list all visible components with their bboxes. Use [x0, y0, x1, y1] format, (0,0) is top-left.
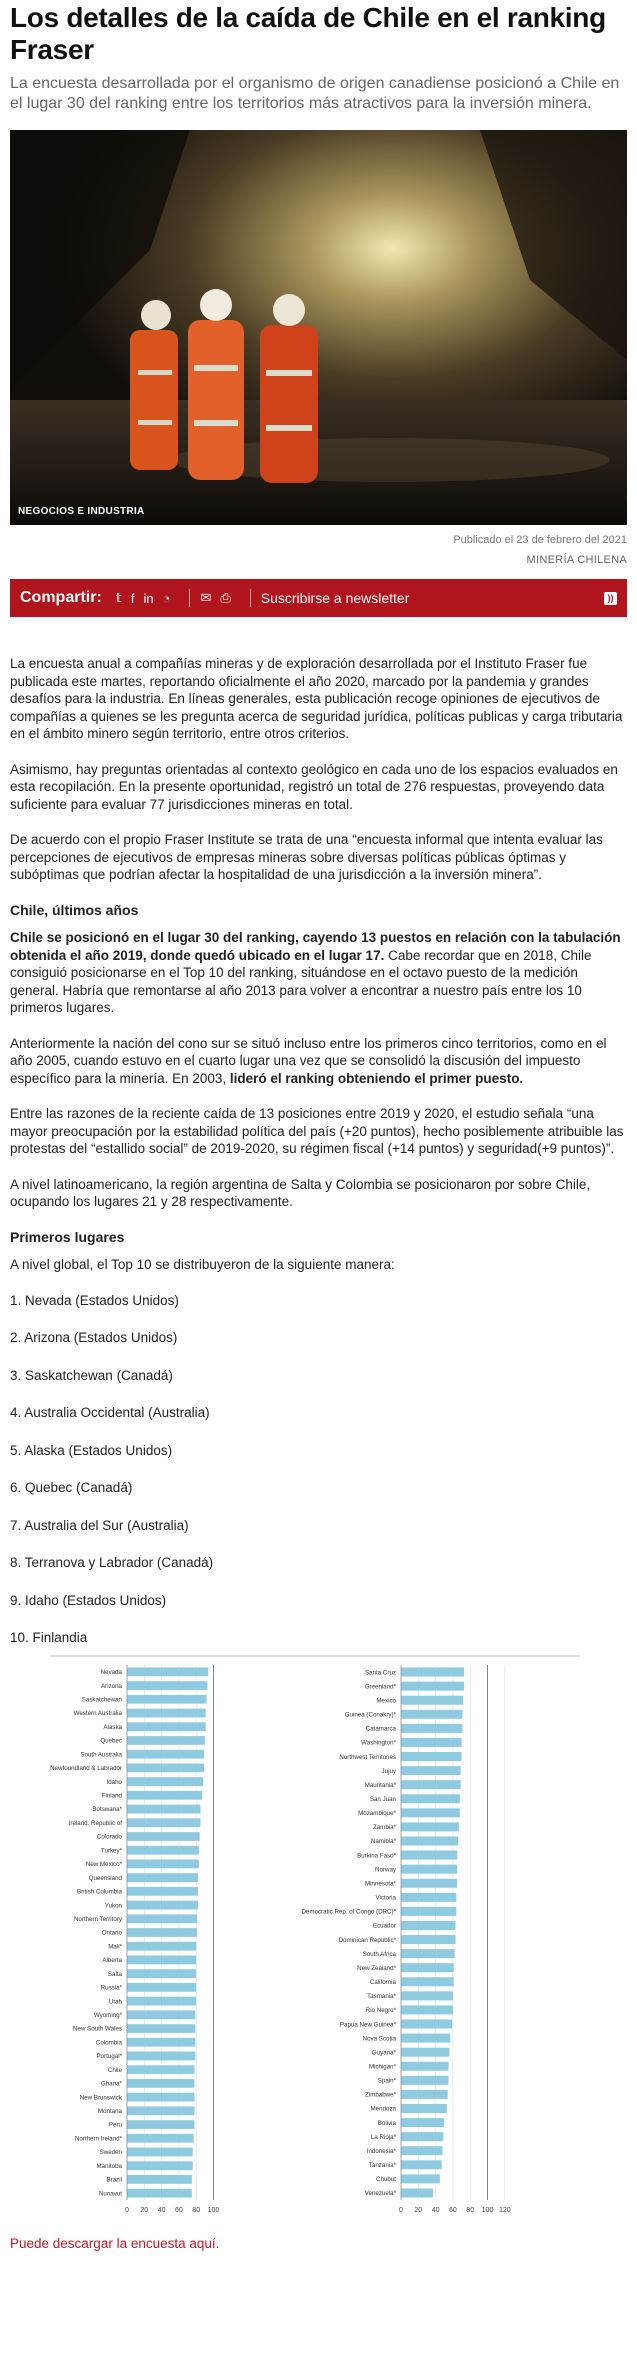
paragraph: A nivel global, el Top 10 se distribuyeron de la siguiente manera: — [10, 1257, 395, 1272]
chart-tick-label: 80 — [192, 2206, 201, 2214]
chart-category-label: Nevada — [100, 1668, 122, 1676]
paragraph: Asimismo, hay preguntas orientadas al contexto geológico en cada uno de los espacios evaluados en esta recopilación. En la presente oportunidad, registró un total de 276 respuestas, proveyendo data suficiente para evaluar 77 jurisdicciones mineras en total. — [10, 761, 618, 812]
chart-bar — [401, 1836, 458, 1845]
chart-category-label: Michigan* — [368, 2063, 396, 2071]
ranking-item: 4. Australia Occidental (Australia) — [10, 1405, 210, 1420]
chart-category-label: Chile — [107, 2066, 122, 2074]
chart-bar — [127, 1969, 196, 1978]
ranking-item: 10. Finlandia — [10, 1630, 88, 1645]
chart-category-label: Mendoza — [370, 2105, 396, 2113]
chart-category-label: Ireland, Republic of — [68, 1819, 122, 1827]
share-divider — [189, 589, 190, 607]
chart-bar — [127, 2051, 195, 2060]
chart-category-label: South Australia — [80, 1750, 122, 1758]
article-source: MINERÍA CHILENA — [526, 554, 627, 566]
chart-bar — [401, 1892, 456, 1901]
chart-category-label: San Juan — [369, 1795, 396, 1803]
chart-bar — [401, 1780, 461, 1789]
chart-bar — [127, 1804, 201, 1813]
paragraph: Entre las razones de la reciente caída de 13 posiciones entre 2019 y 2020, el estudio señala “una mayor preocupación por la estabilidad política del país (+20 puntos), hecho posiblemente atribuible las protestas del “estallido social” de 2019-2020, su régimen fiscal (+14 puntos) y seguridad(+9 puntos)”. — [10, 1106, 624, 1156]
paragraph-text: Anteriormente la nación del cono sur se situó incluso entre los primeros cinco territorios, como en el año 2005, cuando estuvo en el cuarto lugar una vez que se consolidó la discusión del impuesto específico para la minería. En 2003, — [10, 1035, 607, 1086]
whatsapp-icon[interactable]: ◔ — [162, 590, 171, 606]
chart-category-label: Dominican Republic* — [338, 1936, 396, 1944]
chart-bar — [401, 2174, 440, 2183]
share-bar — [10, 579, 627, 617]
chart-category-label: Western Australia — [73, 1709, 122, 1717]
chart-category-label: Zambia* — [372, 1823, 396, 1831]
chart-category-label: Colorado — [96, 1833, 122, 1841]
chart-bar — [401, 1864, 457, 1873]
download-survey-link[interactable]: Puede descargar la encuesta aquí. — [10, 2235, 220, 2251]
chart-bar — [401, 1737, 462, 1746]
chart-category-label: British Columbia — [76, 1888, 122, 1896]
chart-category-label: Burkina Faso* — [357, 1851, 396, 1859]
chart-category-label: Papua New Guinea* — [339, 2020, 396, 2028]
hero-category-tag[interactable]: NEGOCIOS E INDUSTRIA — [18, 506, 145, 517]
chart-bar — [127, 1708, 206, 1717]
chart-bar — [127, 1928, 197, 1937]
paragraph: A nivel latinoamericano, la región argentina de Salta y Colombia se posicionaron por sobre Chile, ocupando los lugares 21 y 28 respectivamente. — [10, 1176, 591, 1209]
chart-bar — [401, 1766, 461, 1775]
chart-bar — [401, 1850, 457, 1859]
chart-category-label: Portugal* — [96, 2052, 122, 2060]
facebook-icon[interactable]: f — [130, 590, 135, 606]
chart-category-label: Guyana* — [371, 2048, 396, 2056]
chart-category-label: Rio Negro* — [365, 2006, 396, 2014]
chart-bar — [127, 1996, 196, 2005]
chart-category-label: Ghana* — [101, 2080, 122, 2088]
twitter-icon[interactable]: 𝕥 — [115, 590, 122, 605]
chart-category-label: Victoria — [375, 1894, 396, 1902]
paragraph — [10, 929, 627, 1017]
chart-category-label: Finland — [101, 1792, 122, 1800]
chart-bar — [127, 1749, 204, 1758]
chart-category-label: Zimbabwe* — [365, 2091, 396, 2099]
chart-bar — [401, 1822, 459, 1831]
chart-bar — [127, 1845, 199, 1854]
chart-bar — [401, 1709, 462, 1718]
chart-category-label: Alberta — [102, 1956, 122, 1964]
chart-tick-label: 0 — [125, 2206, 129, 2214]
mine-tunnel-illustration — [10, 130, 627, 525]
chart-category-label: Arizona — [101, 1682, 122, 1690]
bold-text: lideró el ranking obteniendo el primer puesto. — [229, 1070, 524, 1086]
chart-bar — [127, 1681, 207, 1690]
chart-tick-label: 20 — [140, 2206, 149, 2214]
chart-category-label: Northwest Territories — [339, 1753, 396, 1761]
mail-icon[interactable]: ✉ — [200, 590, 212, 605]
chart-bar — [127, 1667, 208, 1676]
chart-category-label: Nova Scotia — [362, 2034, 396, 2042]
chart-bar — [401, 2089, 448, 2098]
chart-bar — [401, 2146, 443, 2155]
chart-bar — [401, 1681, 464, 1690]
article-meta — [10, 533, 627, 567]
chart-bar — [401, 1991, 453, 2000]
chart-tick-label: 40 — [157, 2206, 166, 2214]
chart-category-label: Peru — [108, 2121, 122, 2129]
chart-bar — [127, 1763, 204, 1772]
chart-category-label: Saskatchewan — [81, 1695, 122, 1703]
chart-category-label: Ontario — [101, 1929, 122, 1937]
print-icon[interactable]: ⎙ — [220, 590, 231, 605]
chart-bar — [401, 1906, 456, 1915]
chart-bar — [401, 1695, 463, 1704]
chart-category-label: Spain* — [377, 2077, 396, 2085]
chart-bar — [401, 2019, 452, 2028]
chart-category-label: Sweden — [99, 2148, 122, 2156]
chart-category-label: Northern Ireland* — [74, 2134, 122, 2142]
chart-tick-label: 100 — [207, 2206, 220, 2214]
chart-bar — [401, 2132, 443, 2141]
chart-category-label: Turkey* — [100, 1846, 122, 1854]
chart-category-label: Mozambique* — [358, 1809, 396, 1817]
ranking-item: 9. Idaho (Estados Unidos) — [10, 1592, 167, 1608]
chart-bar — [127, 1818, 201, 1827]
chart-category-label: Queensland — [88, 1874, 122, 1882]
article-body — [10, 655, 627, 2252]
bold-text: Chile se posicionó en el lugar 30 del ranking, cayendo 13 puestos en relación con la tabulación obtenida el año 2019, donde quedó ubicado en el lugar 17. — [10, 930, 621, 963]
chart-category-label: Montana — [97, 2107, 122, 2115]
chart-bar — [127, 1790, 202, 1799]
chart-bar — [401, 2075, 449, 2084]
chart-category-label: Democratic Rep. of Congo (DRC)* — [301, 1908, 396, 1916]
chart-bar — [127, 2024, 195, 2033]
chart-bar — [401, 2047, 449, 2056]
chart-bar — [401, 1667, 464, 1676]
chart-tick-label: 100 — [481, 2206, 494, 2214]
chart-category-label: Botswana* — [92, 1805, 122, 1813]
ranking-item: 2. Arizona (Estados Unidos) — [10, 1330, 178, 1345]
chart-category-label: Colombia — [95, 2038, 122, 2046]
chart-bar — [127, 1722, 206, 1731]
article-lede: La encuesta desarrollada por el organismo de origen canadiense posicionó a Chile en el lugar 30 del ranking entre los territorios más atractivos para la inversión minera. — [10, 75, 620, 112]
chart-category-label: New Brunswick — [79, 2093, 122, 2101]
chart-bar — [127, 2175, 192, 2184]
chart-category-label: Washington* — [361, 1739, 396, 1747]
ranking-item: 8. Terranova y Labrador (Canadá) — [10, 1555, 214, 1570]
chart-bar — [127, 1873, 198, 1882]
paragraph: La encuesta anual a compañías mineras y de exploración desarrollada por el Instituto Fraser fue publicada este martes, reportando oficialmente el año 2020, marcado por la pandemia y grandes desafíos para la industria. En líneas generales, esta publicación recoge opiniones de ejecutivos de compañías a quienes se les pregunta acerca de seguridad jurídica, políticas publicas y carga tributaria en el ámbito minero según territorio, entre otros criterios. — [10, 656, 623, 741]
chart-category-label: Northern Territory — [73, 1915, 122, 1923]
subscribe-newsletter-link[interactable]: Suscribirse a newsletter — [260, 590, 410, 606]
chart-bar — [401, 1794, 460, 1803]
chart-tick-label: 80 — [466, 2206, 475, 2214]
chart-category-label: Salta — [107, 1970, 122, 1978]
chart-bar — [401, 1977, 454, 1986]
chart-bar — [401, 1963, 454, 1972]
chart-bar — [401, 2005, 453, 2014]
chart-category-label: Santa Cruz — [365, 1668, 396, 1676]
chart-category-label: New Zealand* — [357, 1964, 396, 1972]
chart-tick-label: 0 — [399, 2206, 403, 2214]
chart-category-label: Brazil — [106, 2176, 122, 2184]
chart-category-label: Alaska — [103, 1723, 122, 1731]
chart-bar — [127, 1694, 207, 1703]
share-label: Compartir: — [20, 589, 102, 606]
chart-bar — [127, 1941, 196, 1950]
chart-category-label: California — [369, 1978, 396, 1986]
chart-category-label: Quebec — [100, 1737, 122, 1745]
chart-category-label: Namibia* — [370, 1837, 396, 1845]
ranking-item: 5. Alaska (Estados Unidos) — [10, 1442, 173, 1458]
chart-bar — [127, 2161, 193, 2170]
chart-category-label: Chubut — [376, 2175, 396, 2183]
chart-tick-label: 60 — [175, 2206, 183, 2214]
chart-category-label: Mauritania* — [364, 1781, 396, 1789]
chart-category-label: Catamarca — [365, 1725, 396, 1733]
chart-bar — [401, 1752, 462, 1761]
chart-category-label: New Mexico* — [85, 1860, 122, 1868]
chart-category-label: Nunavut — [98, 2189, 122, 2197]
chart-category-label: South Africa — [362, 1950, 396, 1958]
chart-bar — [127, 1900, 198, 1909]
chart-bar — [127, 2010, 195, 2019]
chart-category-label: Mali* — [108, 1942, 122, 1950]
chart-bar — [401, 2033, 450, 2042]
chart-bar — [127, 2065, 194, 2074]
chart-bar — [127, 2133, 194, 2142]
chart-svg — [10, 1655, 627, 2225]
chart-bar — [401, 2103, 447, 2112]
rss-icon[interactable]: )) — [604, 592, 617, 605]
chart-bar — [401, 1949, 455, 1958]
section-heading-chile: Chile, últimos años — [10, 901, 139, 918]
chart-category-label: Minnesota* — [365, 1879, 396, 1887]
chart-tick-label: 60 — [449, 2206, 457, 2214]
chart-bar — [401, 1878, 457, 1887]
chart-bar — [127, 1955, 196, 1964]
paragraph-text: Cabe recordar que en 2018, Chile consiguió posicionarse en el Top 10 del ranking, situándose en el octavo puesto de la medición general. Habría que remontarse al año 2013 para volver a encontrar a nuestro país entre los 10 primeros lugares. — [10, 947, 592, 1015]
chart-bar — [127, 2147, 193, 2156]
linkedin-icon[interactable]: in — [143, 590, 154, 606]
paragraph — [10, 1035, 627, 1088]
ranking-item: 6. Quebec (Canadá) — [10, 1480, 133, 1495]
ranking-item: 7. Australia del Sur (Australia) — [10, 1517, 189, 1533]
investment-attractiveness-chart — [10, 1655, 627, 2225]
article-title: Los detalles de la caída de Chile en el ranking Fraser — [10, 2, 606, 65]
chart-bar — [401, 1920, 455, 1929]
chart-bar — [127, 1886, 198, 1895]
section-heading-primeros: Primeros lugares — [10, 1228, 125, 1245]
chart-tick-label: 20 — [414, 2206, 423, 2214]
chart-category-label: Wyoming* — [93, 2011, 122, 2019]
chart-bar — [127, 2188, 192, 2197]
chart-bar — [127, 1914, 197, 1923]
ranking-item: 1. Nevada (Estados Unidos) — [10, 1292, 179, 1308]
chart-bar — [127, 2037, 195, 2046]
chart-category-label: Manitoba — [96, 2162, 122, 2170]
chart-category-label: Yukon — [104, 1901, 122, 1909]
share-divider-2 — [250, 589, 251, 607]
ranking-item: 3. Saskatchewan (Canadá) — [10, 1367, 173, 1383]
chart-category-label: Norway — [375, 1865, 396, 1873]
chart-bar — [401, 1935, 455, 1944]
chart-category-label: Tanzania* — [368, 2161, 396, 2169]
chart-category-label: Utah — [108, 1997, 122, 2005]
chart-category-label: Idaho — [106, 1778, 122, 1786]
chart-bar — [127, 2092, 194, 2101]
chart-category-label: Greenland* — [364, 1682, 396, 1690]
chart-bar — [127, 1736, 205, 1745]
chart-tick-label: 40 — [431, 2206, 440, 2214]
chart-bar — [127, 1859, 199, 1868]
chart-category-label: Russia* — [100, 1984, 122, 1992]
chart-category-label: Mexico — [376, 1696, 396, 1704]
chart-bar — [401, 1723, 462, 1732]
chart-category-label: La Rioja* — [370, 2133, 396, 2141]
chart-bar — [127, 1777, 203, 1786]
chart-category-label: Ecuador — [372, 1922, 396, 1930]
published-date: Publicado el 23 de febrero del 2021 — [453, 534, 627, 546]
chart-bar — [401, 2118, 444, 2127]
chart-category-label: Venezuela* — [364, 2189, 396, 2197]
chart-category-label: Indonesia* — [366, 2147, 396, 2155]
chart-category-label: New South Wales — [73, 2025, 122, 2033]
chart-bar — [127, 2106, 194, 2115]
chart-category-label: Newfoundland & Labrador — [50, 1764, 122, 1772]
chart-category-label: Guinea (Conakry)* — [344, 1711, 396, 1719]
chart-category-label: Bolivia — [377, 2119, 396, 2127]
chart-bar — [401, 2188, 433, 2197]
chart-bar — [401, 2061, 449, 2070]
hero-image — [10, 130, 627, 525]
chart-bar — [127, 1832, 200, 1841]
paragraph: De acuerdo con el propio Fraser Institute se trata de una “encuesta informal que intenta evaluar las percepciones de ejecutivos de empresas mineras sobre diversas políticas públicas óptimas y subóptimas que podrían afectar la hospitalidad de una jurisdicción a la inversión minera”. — [10, 832, 603, 882]
chart-bar — [127, 1982, 196, 1991]
chart-bar — [127, 2079, 194, 2088]
chart-category-label: Jujuy — [381, 1767, 396, 1775]
chart-tick-label: 120 — [498, 2206, 511, 2214]
chart-bar — [401, 1808, 460, 1817]
chart-bar — [401, 2160, 442, 2169]
chart-bar — [127, 2120, 194, 2129]
chart-category-label: Tasmania* — [367, 1992, 396, 2000]
